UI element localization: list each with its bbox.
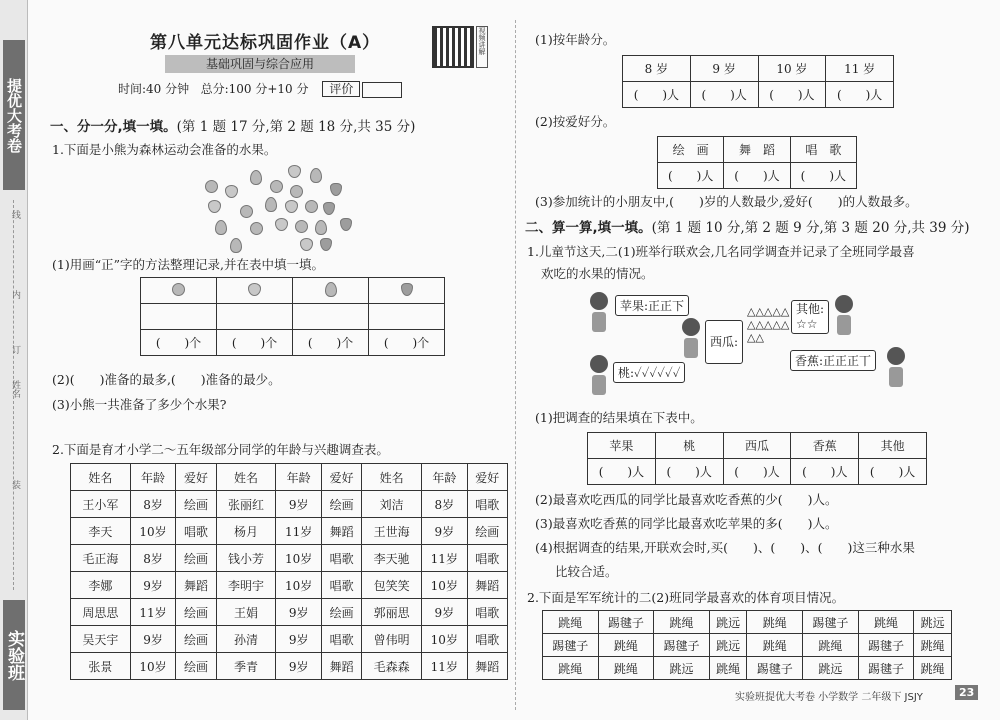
survey-cell: 毛正海 xyxy=(71,545,131,572)
strawberry-icon xyxy=(330,183,342,196)
exam-meta xyxy=(118,80,402,98)
fruit-count-cell[interactable]: ( )人 xyxy=(723,459,791,485)
brand-top: 提优大考卷 xyxy=(3,40,25,190)
age-header: 10 岁 xyxy=(758,56,826,82)
survey-cell: 曾伟明 xyxy=(362,626,422,653)
peach-icon xyxy=(285,200,298,213)
hobby-header: 舞 蹈 xyxy=(724,137,790,163)
survey-cell: 唱歌 xyxy=(467,491,507,518)
survey-cell: 李天 xyxy=(71,518,131,545)
s2-question-1-4a: (4)根据调查的结果,开联欢会时,买( )、( )、( )这三种水果 xyxy=(535,540,915,555)
time-limit: 时间:40 分钟 xyxy=(118,82,190,96)
watermelon-bubble: 西瓜: xyxy=(705,320,743,364)
survey-cell: 10岁 xyxy=(130,653,176,680)
survey-cell: 舞蹈 xyxy=(321,518,361,545)
footer-text: 实验班提优大考卷 小学数学 二年级下 JSJY xyxy=(735,692,923,703)
girl-icon xyxy=(680,318,702,358)
survey-cell: 毛森森 xyxy=(362,653,422,680)
question-1-1: (1)用画“正”字的方法整理记录,并在表中填一填。 xyxy=(52,257,324,272)
fruit-result-table xyxy=(587,432,927,485)
peach-icon xyxy=(225,185,238,198)
s2-question-1-line1: 1.儿童节这天,二(1)班举行联欢会,几名同学调查并记录了全班同学最喜 xyxy=(527,244,915,259)
survey-cell: 季青 xyxy=(216,653,276,680)
binding-margin xyxy=(0,0,28,720)
survey-cell: 唱歌 xyxy=(467,599,507,626)
survey-row xyxy=(71,518,508,545)
peach-bubble: 桃:✓✓✓✓✓✓ xyxy=(613,362,685,383)
brand-bottom: 实验班 xyxy=(3,600,25,710)
survey-cell: 9岁 xyxy=(130,626,176,653)
count-cell[interactable]: ( )个 xyxy=(293,330,369,356)
survey-cell: 王小军 xyxy=(71,491,131,518)
question-2: 2.下面是育才小学二～五年级部分同学的年龄与兴趣调查表。 xyxy=(52,442,389,457)
s2-question-2: 2.下面是军军统计的二(2)班同学最喜欢的体育项目情况。 xyxy=(527,590,845,605)
sports-row xyxy=(543,634,952,657)
sports-cell: 跳绳 xyxy=(543,611,599,634)
peach-icon xyxy=(275,218,288,231)
boy-icon xyxy=(885,347,907,387)
apple-bubble: 苹果:正正下 xyxy=(615,295,689,316)
sports-cell: 跳绳 xyxy=(598,634,654,657)
page-title: 第八单元达标巩固作业（A） xyxy=(150,33,381,53)
survey-cell: 绘画 xyxy=(176,545,216,572)
sports-cell: 跳绳 xyxy=(914,634,952,657)
fruit-header: 西瓜 xyxy=(723,433,791,459)
sports-cell: 跳远 xyxy=(709,634,747,657)
survey-cell: 绘画 xyxy=(467,518,507,545)
apple-icon xyxy=(172,283,185,296)
survey-cell: 周思思 xyxy=(71,599,131,626)
sports-cell: 跳远 xyxy=(654,657,710,680)
survey-row xyxy=(71,545,508,572)
fruit-header: 其他 xyxy=(859,433,927,459)
sports-cell: 踢毽子 xyxy=(858,634,914,657)
survey-cell: 唱歌 xyxy=(321,545,361,572)
tally-cell[interactable] xyxy=(141,304,217,330)
s2-question-1-line2: 欢吃的水果的情况。 xyxy=(541,266,654,281)
survey-cell: 11岁 xyxy=(422,653,468,680)
sports-row xyxy=(543,611,952,634)
hobby-count-cell[interactable]: ( )人 xyxy=(724,163,790,189)
pear-icon xyxy=(215,220,227,235)
hobby-header: 绘 画 xyxy=(658,137,724,163)
other-bubble: 其他: ☆☆ xyxy=(791,300,829,334)
survey-cell: 孙清 xyxy=(216,626,276,653)
survey-cell: 唱歌 xyxy=(321,572,361,599)
hobby-table xyxy=(657,136,857,189)
sports-cell: 跳绳 xyxy=(747,611,803,634)
survey-cell: 张丽红 xyxy=(216,491,276,518)
page-number: 23 xyxy=(955,685,978,700)
survey-cell: 李明宇 xyxy=(216,572,276,599)
age-header: 9 岁 xyxy=(690,56,758,82)
survey-cell: 郭丽思 xyxy=(362,599,422,626)
pear-icon xyxy=(310,168,322,183)
girl-icon xyxy=(588,292,610,332)
survey-cell: 唱歌 xyxy=(467,545,507,572)
fruit-count-cell[interactable]: ( )人 xyxy=(859,459,927,485)
sports-cell: 跳绳 xyxy=(914,657,952,680)
apple-icon xyxy=(290,185,303,198)
survey-cell: 9岁 xyxy=(276,491,322,518)
pear-icon xyxy=(250,170,262,185)
survey-cell: 11岁 xyxy=(422,545,468,572)
rating-box[interactable] xyxy=(362,82,402,98)
strawberry-icon xyxy=(320,238,332,251)
qr-code-icon[interactable] xyxy=(432,26,474,68)
pear-icon xyxy=(315,220,327,235)
fruit-header: 苹果 xyxy=(588,433,656,459)
survey-table xyxy=(70,463,508,680)
sports-cell: 跳远 xyxy=(803,657,859,680)
fruit-header: 桃 xyxy=(655,433,723,459)
survey-cell: 10岁 xyxy=(276,545,322,572)
question-1-2: (2)( )准备的最多,( )准备的最少。 xyxy=(52,372,281,387)
survey-cell: 绘画 xyxy=(176,599,216,626)
age-header: 8 岁 xyxy=(623,56,691,82)
peach-icon xyxy=(248,283,261,296)
survey-cell: 9岁 xyxy=(130,572,176,599)
sports-cell: 踢毽子 xyxy=(543,634,599,657)
triangle-marks: △△△△△△△△△△△△ xyxy=(747,305,790,344)
question-1-3: (3)小熊一共准备了多少个水果? xyxy=(52,397,227,412)
sports-cell: 跳绳 xyxy=(747,634,803,657)
peach-icon xyxy=(208,200,221,213)
rating-label: 评价 xyxy=(322,81,360,97)
survey-cell: 9岁 xyxy=(276,626,322,653)
question-2-1: (1)按年龄分。 xyxy=(535,32,616,47)
s2-question-1-4b: 比较合适。 xyxy=(555,564,618,579)
survey-cell: 绘画 xyxy=(176,653,216,680)
pear-icon xyxy=(230,238,242,253)
age-header: 11 岁 xyxy=(826,56,894,82)
survey-cell: 绘画 xyxy=(321,599,361,626)
question-2-3: (3)参加统计的小朋友中,( )岁的人数最少,爱好( )的人数最多。 xyxy=(535,194,918,209)
survey-header: 爱好 xyxy=(321,464,361,491)
survey-header: 姓名 xyxy=(71,464,131,491)
sports-cell: 跳绳 xyxy=(858,611,914,634)
survey-cell: 8岁 xyxy=(422,491,468,518)
sports-cell: 跳绳 xyxy=(803,634,859,657)
survey-row xyxy=(71,491,508,518)
survey-row xyxy=(71,626,508,653)
boy-icon xyxy=(833,295,855,335)
hobby-count-cell[interactable]: ( )人 xyxy=(790,163,856,189)
peach-icon xyxy=(300,238,313,251)
section-2-heading: 二、算一算,填一填。(第 1 题 10 分,第 2 题 9 分,第 3 题 20 分,共 39 分) xyxy=(525,220,970,236)
sports-cell: 踢毽子 xyxy=(858,657,914,680)
right-page xyxy=(525,0,995,720)
fruit-count-cell[interactable]: ( )人 xyxy=(655,459,723,485)
apple-icon xyxy=(250,222,263,235)
survey-row xyxy=(71,653,508,680)
survey-cell: 刘洁 xyxy=(362,491,422,518)
survey-cell: 10岁 xyxy=(422,572,468,599)
survey-cell: 唱歌 xyxy=(176,518,216,545)
apple-icon xyxy=(295,220,308,233)
s2-question-1-2: (2)最喜欢吃西瓜的同学比最喜欢吃香蕉的少( )人。 xyxy=(535,492,838,507)
age-count-cell[interactable]: ( )人 xyxy=(623,82,691,108)
survey-header: 爱好 xyxy=(467,464,507,491)
survey-cell: 舞蹈 xyxy=(176,572,216,599)
survey-cell: 8岁 xyxy=(130,491,176,518)
margin-label: 内 xyxy=(10,290,20,299)
left-page xyxy=(40,0,510,720)
count-cell[interactable]: ( )个 xyxy=(369,330,445,356)
sports-cell: 踢毽子 xyxy=(654,634,710,657)
survey-header: 年龄 xyxy=(276,464,322,491)
survey-cell: 10岁 xyxy=(422,626,468,653)
survey-cell: 杨月 xyxy=(216,518,276,545)
survey-header: 年龄 xyxy=(130,464,176,491)
sports-cell: 踢毽子 xyxy=(598,611,654,634)
survey-cell: 11岁 xyxy=(130,599,176,626)
apple-icon xyxy=(270,180,283,193)
survey-row xyxy=(71,599,508,626)
margin-label: 订 xyxy=(10,345,20,354)
survey-cell: 舞蹈 xyxy=(321,653,361,680)
strawberry-icon xyxy=(323,202,335,215)
sports-cell: 跳绳 xyxy=(709,657,747,680)
survey-cell: 唱歌 xyxy=(467,626,507,653)
apple-icon xyxy=(205,180,218,193)
question-2-2: (2)按爱好分。 xyxy=(535,114,616,129)
sports-cell: 跳绳 xyxy=(543,657,599,680)
strawberry-icon xyxy=(401,283,413,296)
survey-header: 姓名 xyxy=(362,464,422,491)
survey-cell: 王娟 xyxy=(216,599,276,626)
pear-icon xyxy=(325,282,337,297)
sports-cell: 踢毽子 xyxy=(803,611,859,634)
margin-label: 线 xyxy=(10,210,20,219)
apple-icon xyxy=(240,205,253,218)
age-count-cell[interactable]: ( )人 xyxy=(690,82,758,108)
age-table xyxy=(622,55,894,108)
fruit-count-cell[interactable]: ( )人 xyxy=(588,459,656,485)
survey-cell: 11岁 xyxy=(276,518,322,545)
margin-label: 姓名 xyxy=(10,380,20,398)
total-score: 总分:100 分+10 分 xyxy=(200,82,309,96)
survey-header: 年龄 xyxy=(422,464,468,491)
tally-cell[interactable] xyxy=(369,304,445,330)
survey-cell: 张景 xyxy=(71,653,131,680)
sports-cell: 跳远 xyxy=(709,611,747,634)
sports-cell: 踢毽子 xyxy=(747,657,803,680)
survey-cell: 绘画 xyxy=(176,491,216,518)
age-count-cell[interactable]: ( )人 xyxy=(758,82,826,108)
survey-cell: 9岁 xyxy=(276,653,322,680)
count-cell[interactable]: ( )个 xyxy=(141,330,217,356)
girl-icon xyxy=(588,355,610,395)
survey-cell: 李娜 xyxy=(71,572,131,599)
survey-cell: 8岁 xyxy=(130,545,176,572)
survey-cell: 9岁 xyxy=(422,518,468,545)
qr-caption: 视频讲解 xyxy=(476,26,488,68)
survey-header: 姓名 xyxy=(216,464,276,491)
tally-cell[interactable] xyxy=(217,304,293,330)
fruit-count-cell[interactable]: ( )人 xyxy=(791,459,859,485)
survey-row xyxy=(71,572,508,599)
question-1: 1.下面是小熊为森林运动会准备的水果。 xyxy=(52,142,277,157)
page-subtitle: 基础巩固与综合应用 xyxy=(165,55,355,73)
page-divider xyxy=(515,20,516,710)
survey-cell: 绘画 xyxy=(321,491,361,518)
survey-cell: 绘画 xyxy=(176,626,216,653)
survey-cell: 9岁 xyxy=(422,599,468,626)
count-cell[interactable]: ( )个 xyxy=(217,330,293,356)
tally-cell[interactable] xyxy=(293,304,369,330)
banana-bubble: 香蕉:正正正丅 xyxy=(790,350,876,371)
sports-cell: 跳绳 xyxy=(598,657,654,680)
survey-cell: 吴天宇 xyxy=(71,626,131,653)
survey-cell: 9岁 xyxy=(276,599,322,626)
fruit-header: 香蕉 xyxy=(791,433,859,459)
margin-label: 装 xyxy=(10,480,20,489)
survey-cell: 10岁 xyxy=(130,518,176,545)
hobby-count-cell[interactable]: ( )人 xyxy=(658,163,724,189)
survey-cell: 包笑笑 xyxy=(362,572,422,599)
sports-table xyxy=(542,610,952,680)
survey-cell: 舞蹈 xyxy=(467,653,507,680)
sports-cell: 跳远 xyxy=(914,611,952,634)
s2-question-1-1: (1)把调查的结果填在下表中。 xyxy=(535,410,703,425)
apple-icon xyxy=(305,200,318,213)
hobby-header: 唱 歌 xyxy=(790,137,856,163)
sports-cell: 跳绳 xyxy=(654,611,710,634)
survey-cell: 10岁 xyxy=(276,572,322,599)
s2-question-1-3: (3)最喜欢吃香蕉的同学比最喜欢吃苹果的多( )人。 xyxy=(535,516,838,531)
survey-header: 爱好 xyxy=(176,464,216,491)
strawberry-icon xyxy=(340,218,352,231)
section-1-heading: 一、分一分,填一填。(第 1 题 17 分,第 2 题 18 分,共 35 分) xyxy=(50,119,416,135)
survey-cell: 舞蹈 xyxy=(467,572,507,599)
pear-icon xyxy=(265,197,277,212)
peach-icon xyxy=(288,165,301,178)
age-count-cell[interactable]: ( )人 xyxy=(826,82,894,108)
survey-cell: 王世海 xyxy=(362,518,422,545)
survey-cell: 李天驰 xyxy=(362,545,422,572)
survey-cell: 唱歌 xyxy=(321,626,361,653)
survey-cell: 钱小芳 xyxy=(216,545,276,572)
fruit-tally-table xyxy=(140,277,445,356)
sports-row xyxy=(543,657,952,680)
